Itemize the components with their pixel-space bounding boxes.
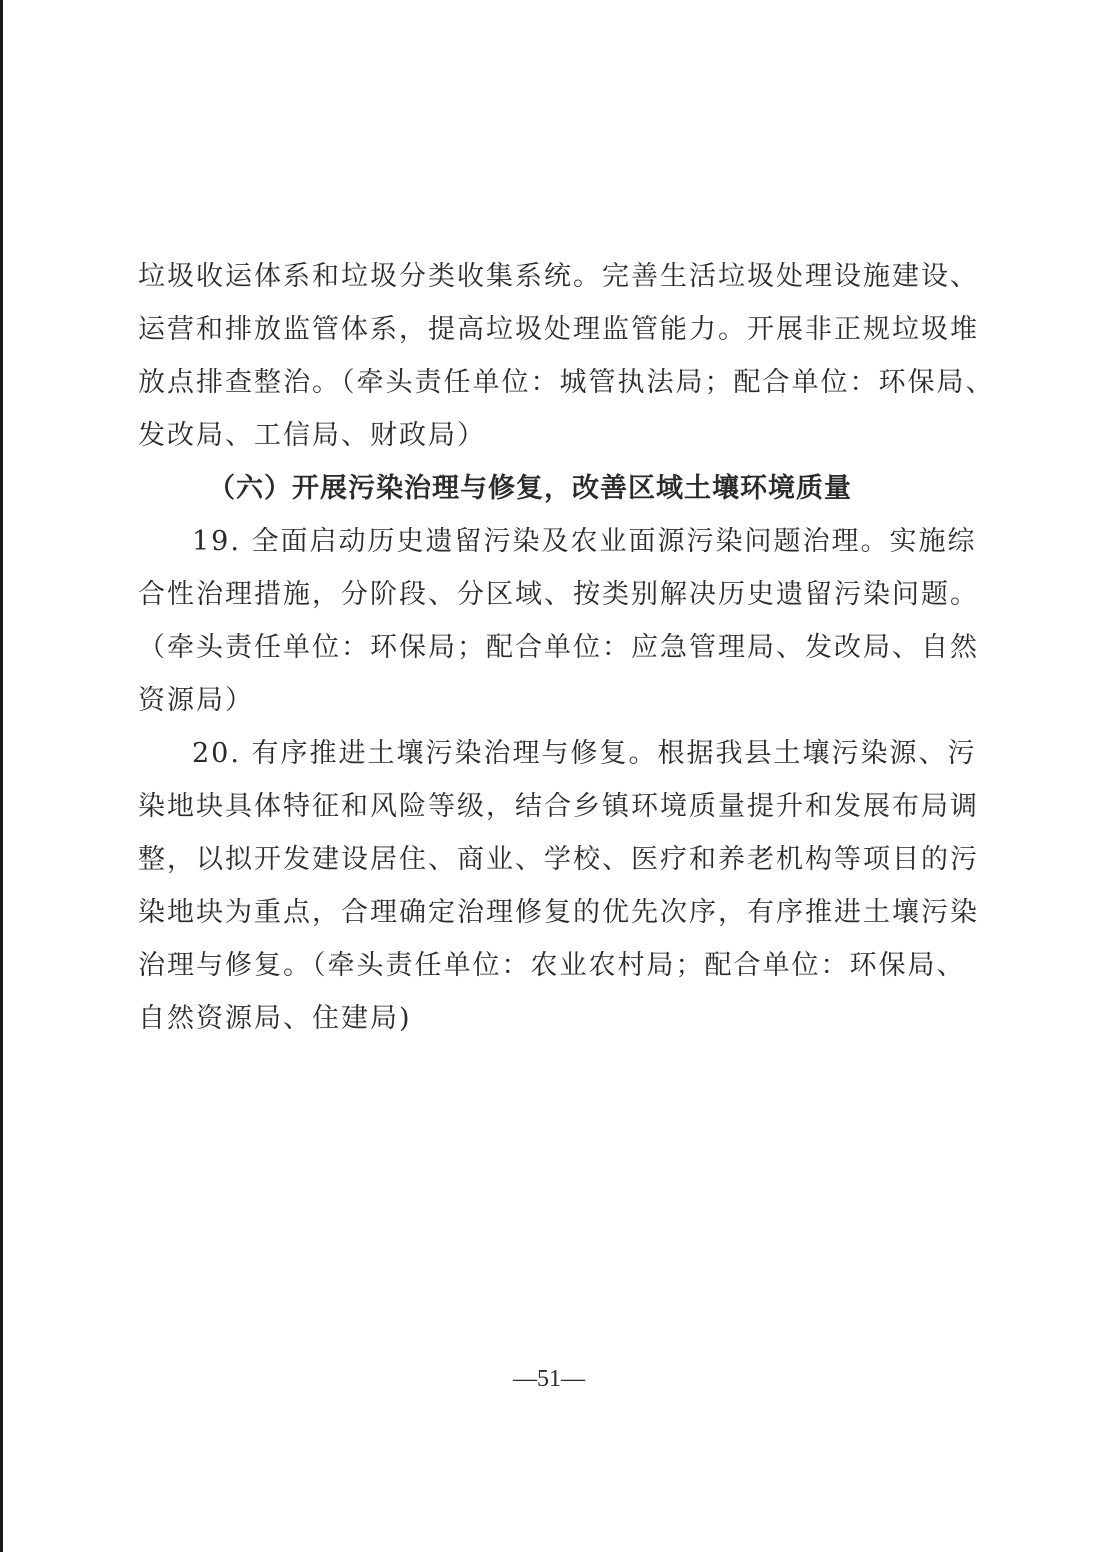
paragraph-line: 自然资源局、住建局) <box>138 1003 412 1034</box>
paragraph-line: 整，以拟开发建设居住、商业、学校、医疗和养老机构等项目的污 <box>138 844 979 875</box>
paragraph-line: 运营和排放监管体系，提高垃圾处理监管能力。开展非正规垃圾堆 <box>138 314 979 345</box>
page-number: —51— <box>513 1366 585 1392</box>
paragraph-line: 发改局、工信局、财政局） <box>138 420 486 451</box>
document-body <box>138 250 995 1045</box>
paragraph-line: 20. 有序推进土壤污染治理与修复。根据我县土壤污染源、污 <box>192 738 977 769</box>
paragraph-line: 染地块具体特征和风险等级，结合乡镇环境质量提升和发展布局调 <box>138 791 979 822</box>
paragraph-line: 放点排查整治。（牵头责任单位：城管执法局；配合单位：环保局、 <box>138 367 995 398</box>
scan-edge-shadow <box>0 0 3 1552</box>
section-heading: （六）开展污染治理与修复，改善区域土壤环境质量 <box>208 473 852 504</box>
paragraph-line: 资源局） <box>138 685 254 716</box>
paragraph-line: （牵头责任单位：环保局；配合单位：应急管理局、发改局、自然 <box>138 632 979 663</box>
paragraph-line: 治理与修复。（牵头责任单位：农业农村局；配合单位：环保局、 <box>138 950 966 981</box>
paragraph-line: 染地块为重点，合理确定治理修复的优先次序，有序推进土壤污染 <box>138 897 979 928</box>
paragraph-line: 垃圾收运体系和垃圾分类收集系统。完善生活垃圾处理设施建设、 <box>138 261 979 292</box>
paragraph-line: 合性治理措施，分阶段、分区域、按类别解决历史遗留污染问题。 <box>138 579 979 610</box>
paragraph-line: 19. 全面启动历史遗留污染及农业面源污染问题治理。实施综 <box>192 526 977 557</box>
